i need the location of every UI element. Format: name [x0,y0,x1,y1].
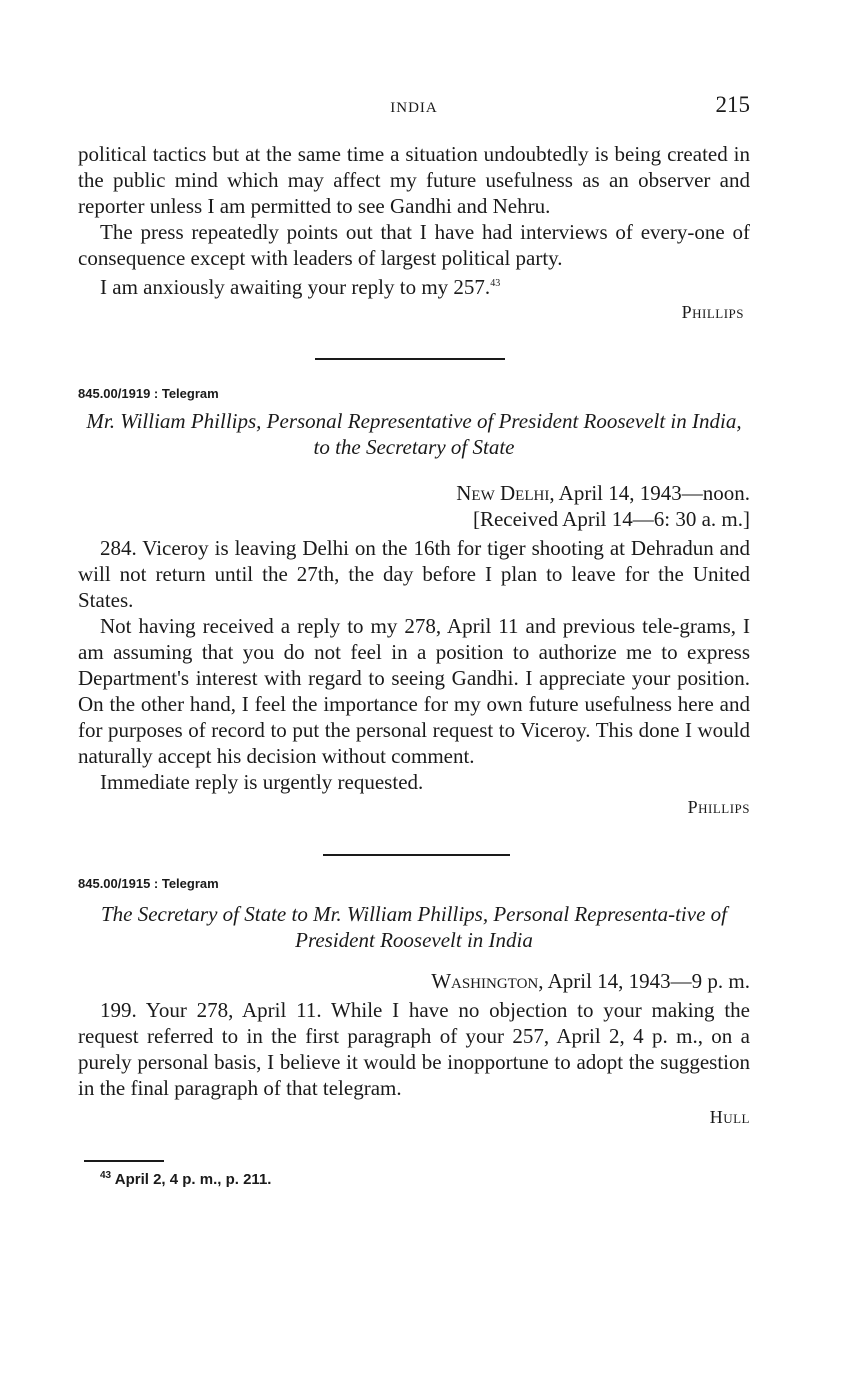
doc3-body [78,997,750,1129]
doc1-paragraph-1: political tactics but at the same time a situation undoubtedly is being created in the public mind which may affect my future usefulness as an observer and reporter unless I am permitted to see Gandhi and Nehru. [78,142,750,218]
doc2-file-reference: 845.00/1919 : Telegram [78,386,219,401]
footnote-text: April 2, 4 p. m., p. 211. [111,1171,272,1188]
doc3-paragraph-1: 199. Your 278, April 11. While I have no objection to your making the request referred to in the first paragraph of your 257, April 2, 4 p. m., on a purely personal basis, I believe it would be inopportune to adopt the suggestion in the final paragraph of that telegram. [78,998,750,1100]
doc3-dateline-place: Washington [431,969,539,993]
doc2-signature: Phillips [687,797,750,817]
running-head [78,92,750,122]
running-title: INDIA [390,100,438,116]
doc2-heading: Mr. William Phillips, Personal Representative of President Roosevelt in India, to the Secretary of State [86,409,742,459]
section-divider-1 [315,358,505,360]
doc1-paragraph-2: The press repeatedly points out that I have had interviews of every-one of consequence except with leaders of largest political party. [78,220,750,270]
doc2-dateline-date: , April 14, 1943—noon. [549,481,750,505]
doc2-received: [Received April 14—6: 30 a. m.] [472,507,750,531]
doc1-signature: Phillips [681,302,744,322]
doc3-dateline-date: , April 14, 1943—9 p. m. [538,969,750,993]
doc1-body [78,141,750,324]
doc2-paragraph-1: 284. Viceroy is leaving Delhi on the 16th for tiger shooting at Dehradun and will not return until the 27th, the day before I plan to leave for the United States. [78,536,750,612]
footnote-divider [84,1160,164,1162]
doc2-dateline [456,480,750,506]
doc2-dateline-place: New Delhi [456,481,550,505]
doc3-heading: The Secretary of State to Mr. William Phillips, Personal Representa-tive of President Roosevelt in India [100,902,727,952]
doc2-paragraph-2: Not having received a reply to my 278, April 11 and previous tele-grams, I am assuming that you do not feel in a position to authorize me to express Department's interest with regard to seeing Gandhi. I appreciate your position. On the other hand, I feel the importance for my own future usefulness here and for purposes of record to put the personal request to Viceroy. This done I would naturally accept his decision without comment. [78,614,750,768]
section-divider-2 [323,854,510,856]
doc2-paragraph-3: Immediate reply is urgently requested. [100,770,424,794]
doc1-paragraph-3 [78,271,750,300]
doc3-signature: Hull [709,1107,750,1127]
footnote-reference: 43 [490,278,501,289]
doc1-paragraph-3-text: I am anxiously awaiting your reply to my 257. [100,275,491,299]
footnote-marker: 43 [100,1170,112,1181]
footnote [100,1170,271,1188]
doc3-dateline [431,968,750,994]
doc3-file-reference: 845.00/1915 : Telegram [78,876,219,891]
page-number: 215 [715,92,750,117]
doc2-body [78,535,750,819]
